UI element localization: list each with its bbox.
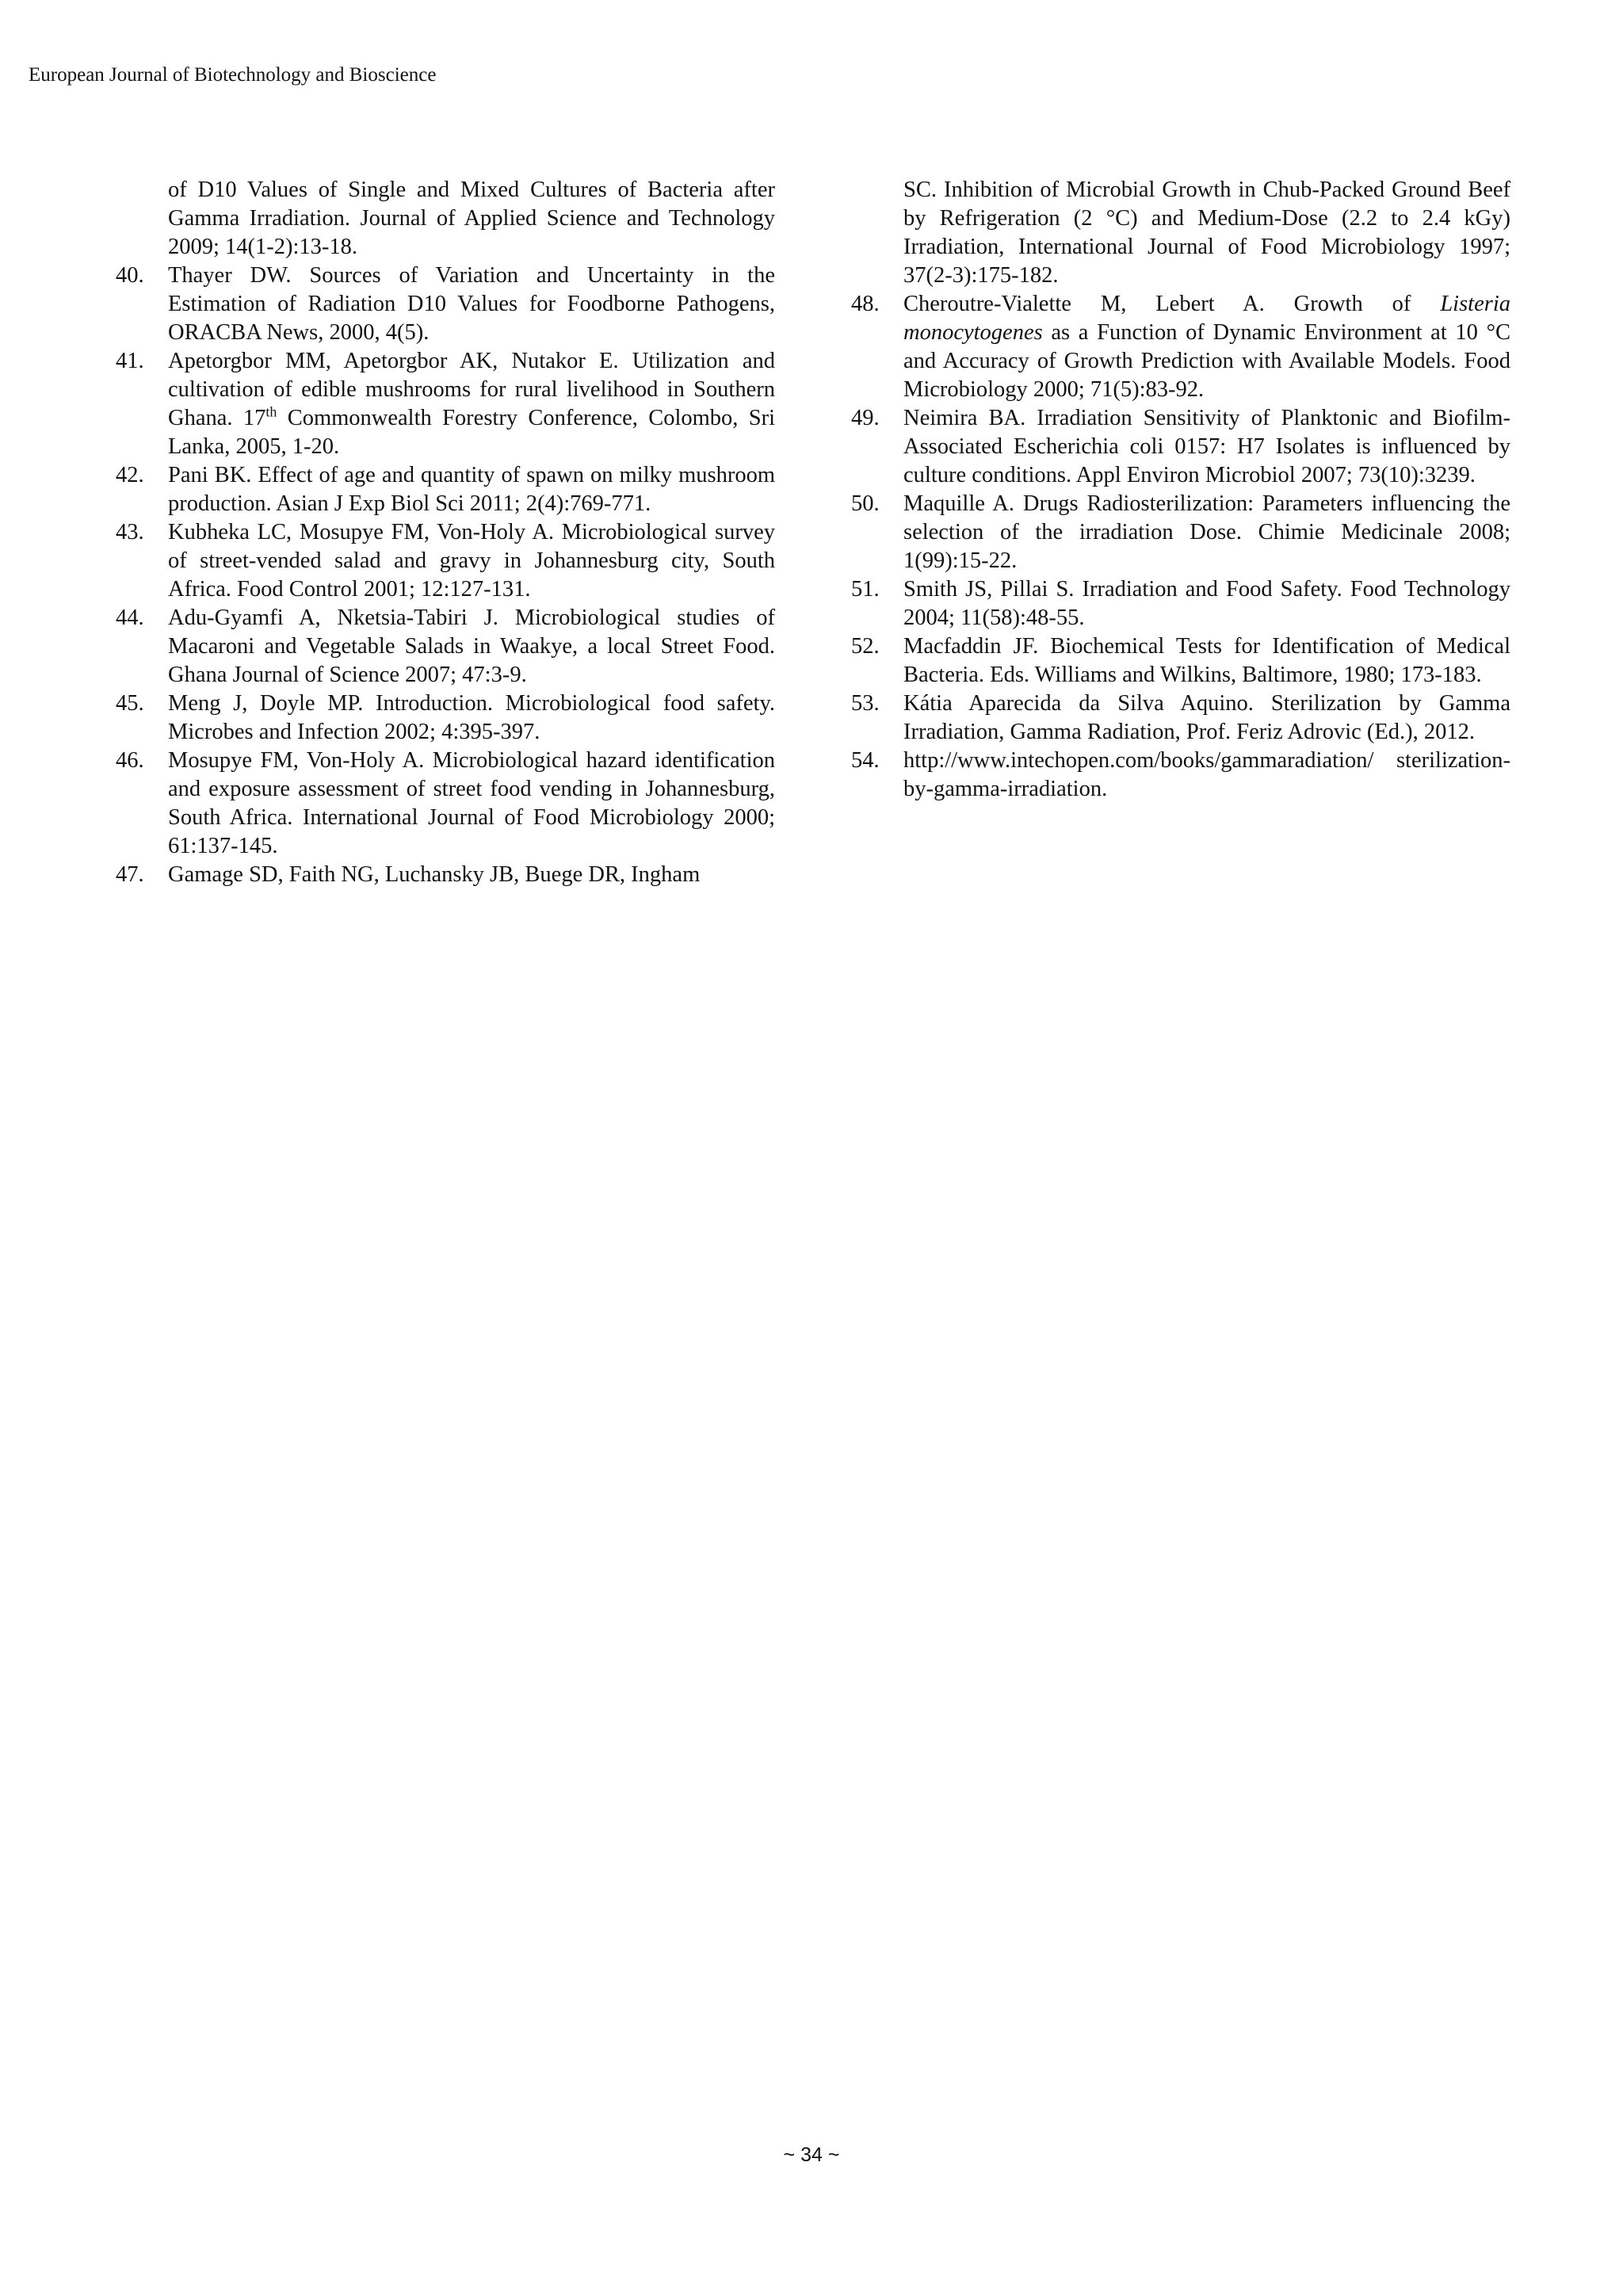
reference-number: 49.	[851, 406, 880, 430]
reference-text-run: http://www.intechopen.com/books/gammaradiation/ sterilization-by-gamma-irradiation.	[903, 748, 1510, 801]
reference-text-run: Pani BK. Effect of age and quantity of spawn on milky mushroom production. Asian J Exp Biol Sci 2011; 2(4):769-771.	[168, 463, 775, 516]
reference-item	[851, 490, 1510, 575]
reference-text-run: SC. Inhibition of Microbial Growth in Chub-Packed Ground Beef by Refrigeration (2 °C) and Medium-Dose (2.2 to 2.4 kGy) Irradiation, International Journal of Food Microbiology 1997; 37(2-3):175-182.	[903, 178, 1510, 288]
running-head: European Journal of Biotechnology and Bioscience	[29, 64, 437, 86]
reference-text	[903, 634, 1510, 687]
reference-text-run: Gamage SD, Faith NG, Luchansky JB, Buege DR, Ingham	[168, 862, 701, 887]
reference-item	[851, 404, 1510, 490]
reference-text-run: of D10 Values of Single and Mixed Cultures of Bacteria after Gamma Irradiation. Journal of Applied Science and Technology 2009; 14(1-2):13-18.	[168, 178, 775, 259]
reference-number: 41.	[116, 349, 144, 373]
reference-text-run: Cheroutre-Vialette M, Lebert A. Growth of	[903, 292, 1441, 316]
reference-text-run: Neimira BA. Irradiation Sensitivity of Planktonic and Biofilm-Associated Escherichia coli 0157: H7 Isolates is influenced by culture conditions. Appl Environ Microbiol 2007; 73(10):3239.	[903, 406, 1510, 487]
reference-number: 40.	[116, 263, 144, 288]
reference-number: 45.	[116, 691, 144, 716]
reference-text	[168, 463, 775, 516]
reference-item	[116, 690, 775, 747]
reference-text-run: Adu-Gyamfi A, Nketsia-Tabiri J. Microbiological studies of Macaroni and Vegetable Salads in Waakye, a local Street Food. Ghana Journal of Science 2007; 47:3-9.	[168, 606, 775, 687]
reference-text-run: Smith JS, Pillai S. Irradiation and Food Safety. Food Technology 2004; 11(58):48-55.	[903, 577, 1510, 630]
reference-text	[903, 292, 1510, 402]
reference-text-run: as a Function of Dynamic Environment at 10 °C and Accuracy of Growth Prediction with Available Models. Food Microbiology 2000; 71(5):83-92.	[903, 320, 1510, 402]
reference-item	[116, 604, 775, 690]
reference-text	[168, 178, 775, 259]
reference-text	[903, 406, 1510, 487]
reference-number: 42.	[116, 463, 144, 487]
reference-text-run: Commonwealth Forestry Conference, Colombo, Sri Lanka, 2005, 1-20.	[168, 406, 775, 459]
reference-text	[168, 748, 775, 858]
reference-text-run: Thayer DW. Sources of Variation and Uncertainty in the Estimation of Radiation D10 Values for Foodborne Pathogens, ORACBA News, 2000, 4(5).	[168, 263, 775, 345]
reference-text	[168, 862, 700, 887]
reference-text	[168, 349, 775, 459]
reference-item	[851, 747, 1510, 804]
reference-text-run: Meng J, Doyle MP. Introduction. Microbiological food safety. Microbes and Infection 2002; 4:395-397.	[168, 691, 775, 744]
references-right-column	[851, 176, 1510, 804]
references-left-column	[116, 176, 775, 889]
reference-number: 44.	[116, 606, 144, 630]
reference-text	[168, 520, 775, 602]
reference-item	[851, 690, 1510, 747]
reference-text-run: Maquille A. Drugs Radiosterilization: Parameters influencing the selection of the irradiation Dose. Chimie Medicinale 2008; 1(99):15-22.	[903, 491, 1510, 573]
reference-text-run: Macfaddin JF. Biochemical Tests for Identification of Medical Bacteria. Eds. Williams and Wilkins, Baltimore, 1980; 173-183.	[903, 634, 1510, 687]
reference-item	[116, 262, 775, 347]
page-number: ~ 34 ~	[783, 2144, 840, 2166]
reference-text	[903, 577, 1510, 630]
reference-text	[903, 748, 1510, 801]
reference-number: 54.	[851, 748, 880, 773]
reference-number: 52.	[851, 634, 880, 659]
reference-item	[116, 176, 775, 262]
reference-text-run: Apetorgbor MM, Apetorgbor AK, Nutakor E. Utilization and cultivation of edible mushrooms for rural livelihood in Southern Ghana. 17	[168, 349, 775, 430]
reference-number: 48.	[851, 292, 880, 316]
reference-item	[116, 461, 775, 518]
reference-text-run: Kátia Aparecida da Silva Aquino. Sterilization by Gamma Irradiation, Gamma Radiation, Prof. Feriz Adrovic (Ed.), 2012.	[903, 691, 1510, 744]
reference-item	[851, 575, 1510, 632]
superscript: th	[265, 403, 277, 420]
italic-species-name: Listeria monocytogenes	[903, 292, 1510, 345]
reference-text-run: Kubheka LC, Mosupye FM, Von-Holy A. Microbiological survey of street-vended salad and gravy in Johannesburg city, South Africa. Food Control 2001; 12:127-131.	[168, 520, 775, 602]
reference-text	[168, 691, 775, 744]
reference-text-run: Mosupye FM, Von-Holy A. Microbiological hazard identification and exposure assessment of street food vending in Johannesburg, South Africa. International Journal of Food Microbiology 2000; 61:137-145.	[168, 748, 775, 858]
reference-item	[851, 290, 1510, 404]
reference-number: 51.	[851, 577, 880, 602]
reference-number: 50.	[851, 491, 880, 516]
reference-number: 43.	[116, 520, 144, 544]
reference-item	[851, 632, 1510, 690]
reference-text	[168, 606, 775, 687]
reference-number: 53.	[851, 691, 880, 716]
reference-item	[116, 518, 775, 604]
reference-item	[851, 176, 1510, 290]
reference-item	[116, 347, 775, 461]
reference-text	[903, 691, 1510, 744]
reference-number: 47.	[116, 862, 144, 887]
reference-text	[903, 178, 1510, 288]
reference-item	[116, 747, 775, 861]
reference-text	[168, 263, 775, 345]
reference-item	[116, 861, 775, 889]
reference-text	[903, 491, 1510, 573]
reference-number: 46.	[116, 748, 144, 773]
